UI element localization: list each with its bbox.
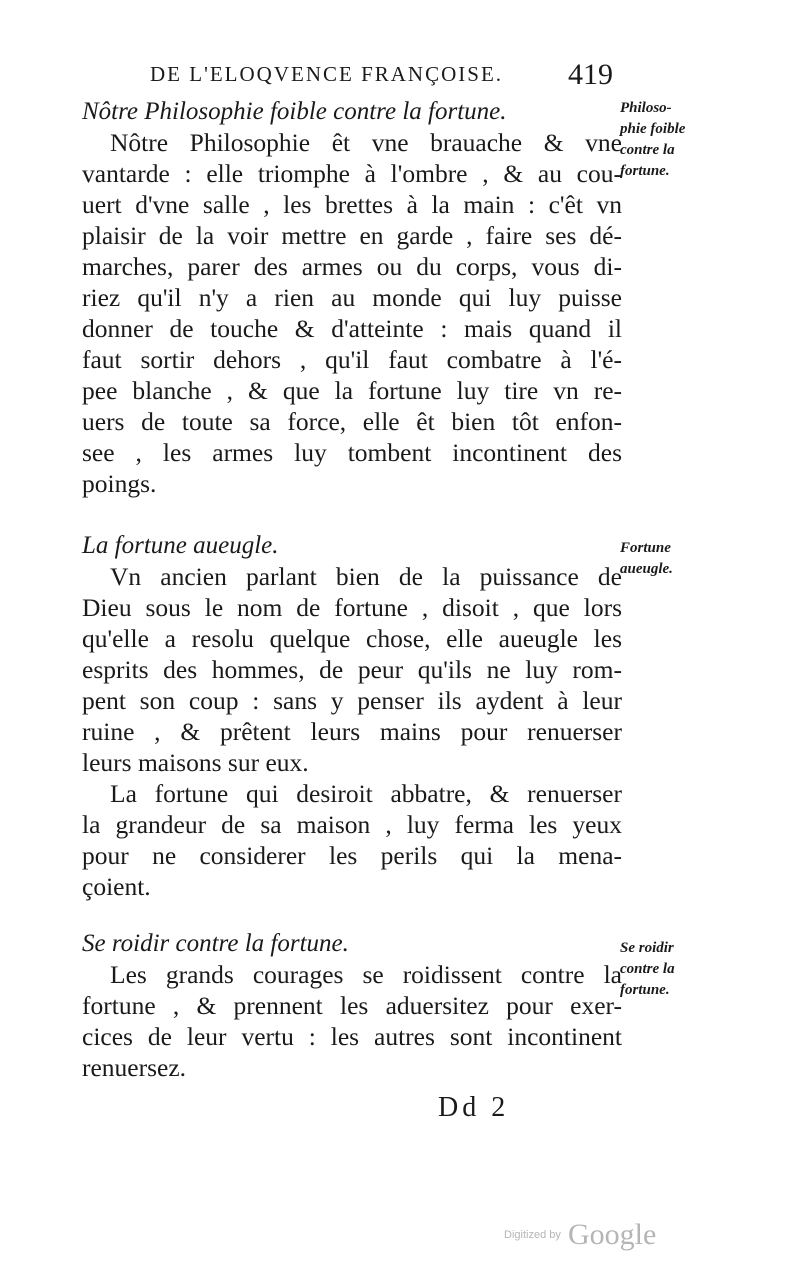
margin-note-line: contre la (620, 961, 675, 977)
margin-note-line: Se roidir (620, 940, 674, 956)
watermark-brand: Google (567, 1218, 657, 1251)
margin-note-line: contre la (620, 142, 675, 158)
text-line: uers de toute sa force, elle êt bien tôt enfon- (82, 407, 622, 436)
running-head: DE L'ELOQVENCE FRANÇOISE. (150, 62, 504, 86)
text-line: pee blanche , & que la fortune luy tire vn re- (82, 376, 622, 405)
text-line: see , les armes luy tombent incontinent des (82, 438, 622, 467)
text-line: poings. (82, 469, 157, 498)
margin-note-philosophie (620, 98, 710, 182)
section-fortune-aueugle (82, 530, 622, 902)
text-line: uert d'vne salle , les brettes à la main : c'êt vn (82, 190, 622, 219)
digitized-watermark (504, 1218, 656, 1252)
text-line: donner de touche & d'atteinte : mais quand il (82, 314, 622, 343)
margin-note-line: Philoso- (620, 100, 672, 116)
margin-note-se-roidir (620, 938, 710, 1001)
text-line: plaisir de la voir mettre en garde , faire ses dé- (82, 221, 622, 250)
text-line: renuersez. (82, 1053, 187, 1082)
section-se-roidir (82, 928, 622, 1083)
text-line: çoient. (82, 872, 151, 901)
text-line: qu'elle a resolu quelque chose, elle aueugle les (82, 624, 622, 653)
text-line: La fortune qui desiroit abbatre, & renuerser (110, 779, 622, 808)
text-line: faut sortir dehors , qu'il faut combatre à l'é- (82, 345, 622, 374)
text-line: Vn ancien parlant bien de la puissance de (110, 562, 622, 591)
text-line: fortune , & prennent les aduersitez pour exer- (82, 991, 622, 1020)
text-line: riez qu'il n'y a rien au monde qui luy puisse (82, 283, 622, 312)
text-line: pour ne considerer les perils qui la mena- (82, 841, 622, 870)
section-heading: Se roidir contre la fortune. (82, 930, 349, 957)
text-line: Dieu sous le nom de fortune , disoit , que lors (82, 593, 622, 622)
page-number: 419 (568, 58, 613, 91)
section-heading: La fortune aueugle. (82, 532, 279, 559)
text-line: cices de leur vertu : les autres sont incontinent (82, 1022, 622, 1051)
text-line: esprits des hommes, de peur qu'ils ne luy rom- (82, 655, 622, 684)
signature-mark: Dd 2 (438, 1092, 510, 1123)
margin-note-line: Fortune (620, 540, 671, 556)
text-line: ruine , & prêtent leurs mains pour renuerser (82, 717, 622, 746)
margin-note-line: fortune. (620, 163, 670, 179)
text-line: Les grands courages se roidissent contre la (110, 960, 622, 989)
watermark-prefix: Digitized by (504, 1229, 561, 1241)
text-line: Nôtre Philosophie êt vne brauache & vne (110, 128, 622, 157)
margin-note-line: fortune. (620, 982, 670, 998)
margin-note-line: aueugle. (620, 561, 673, 577)
section-philosophie (82, 96, 622, 499)
text-line: la grandeur de sa maison , luy ferma les yeux (82, 810, 622, 839)
text-line: pent son coup : sans y penser ils aydent à leur (82, 686, 622, 715)
text-line: vantarde : elle triomphe à l'ombre , & au cou- (82, 159, 622, 188)
text-line: leurs maisons sur eux. (82, 748, 309, 777)
margin-note-line: phie foible (620, 121, 686, 137)
text-line: marches, parer des armes ou du corps, vous di- (82, 252, 622, 281)
section-heading: Nôtre Philosophie foible contre la fortune. (82, 98, 507, 125)
margin-note-fortune-aueugle (620, 538, 710, 580)
